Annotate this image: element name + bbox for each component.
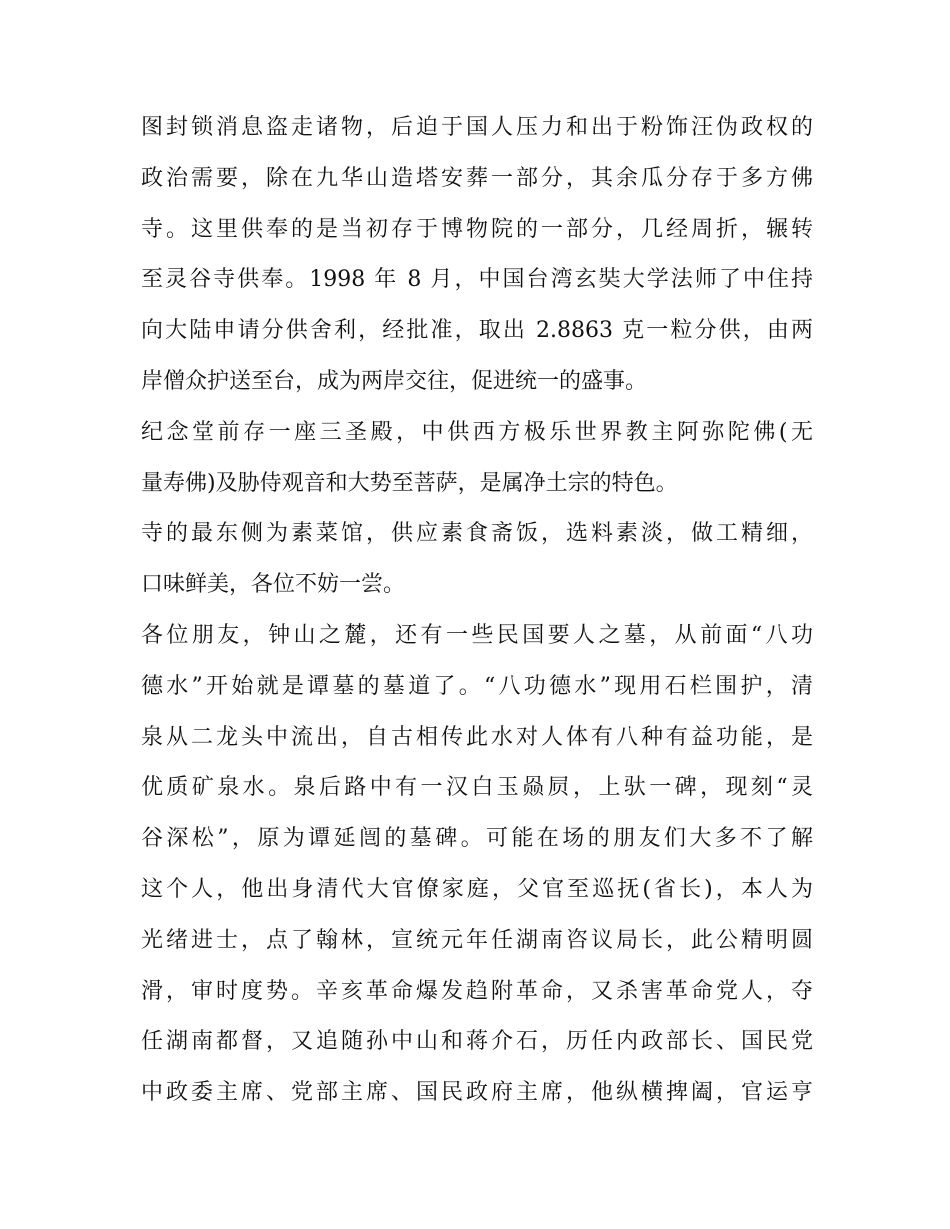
text-line: 德水”开始就是谭墓的墓道了。“八功德水”现用石栏围护，清	[141, 673, 813, 699]
text-line: 这个人，他出身清代大官僚家庭，父官至巡抚(省长)，本人为	[141, 876, 813, 902]
text-line: 各位朋友，钟山之麓，还有一些民国要人之墓，从前面“八功	[141, 622, 813, 648]
paragraph	[141, 103, 813, 408]
text-line: 至灵谷寺供奉。1998 年 8 月，中国台湾玄奘大学法师了中住持	[141, 267, 813, 293]
text-line: 图封锁消息盗走诸物，后迫于国人压力和出于粉饰汪伪政权的	[141, 115, 813, 140]
text-line: 口味鲜美，各位不妨一尝。	[141, 572, 406, 598]
text-line: 纪念堂前存一座三圣殿，中供西方极乐世界教主阿弥陀佛(无	[141, 419, 813, 445]
text-line: 任湖南都督，又追随孙中山和蒋介石，历任内政部长、国民党	[141, 1029, 813, 1055]
text-line: 寺。这里供奉的是当初存于博物院的一部分，几经周折，辗转	[141, 216, 813, 242]
text-line: 光绪进士，点了翰林，宣统元年任湖南咨议局长，此公精明圆	[141, 927, 813, 953]
text-line: 泉从二龙头中流出，自古相传此水对人体有八种有益功能，是	[141, 724, 813, 750]
text-line: 政治需要，除在九华山造塔安葬一部分，其余瓜分存于多方佛	[141, 165, 813, 191]
text-line: 岸僧众护送至台，成为两岸交往，促进统一的盛事。	[141, 368, 648, 394]
paragraph	[141, 509, 813, 611]
text-line: 向大陆申请分供舍利，经批准，取出 2.8863 克一粒分供，由两	[141, 318, 813, 344]
paragraph	[141, 611, 813, 1119]
document-page	[141, 103, 813, 1119]
text-line: 谷深松”，原为谭延闿的墓碑。可能在场的朋友们大多不了解	[141, 826, 813, 852]
paragraph	[141, 408, 813, 510]
text-line: 寺的最东侧为素菜馆，供应素食斋饭，选料素淡，做工精细，	[141, 521, 813, 547]
text-line: 滑，审时度势。辛亥革命爆发趋附革命，又杀害革命党人，夺	[141, 978, 813, 1004]
text-line: 优质矿泉水。泉后路中有一汉白玉赑屃，上驮一碑，现刻“灵	[141, 775, 813, 801]
text-line: 量寿佛)及胁侍观音和大势至菩萨，是属净土宗的特色。	[141, 470, 678, 496]
text-line: 中政委主席、党部主席、国民政府主席，他纵横捭阖，官运亨	[141, 1080, 813, 1106]
